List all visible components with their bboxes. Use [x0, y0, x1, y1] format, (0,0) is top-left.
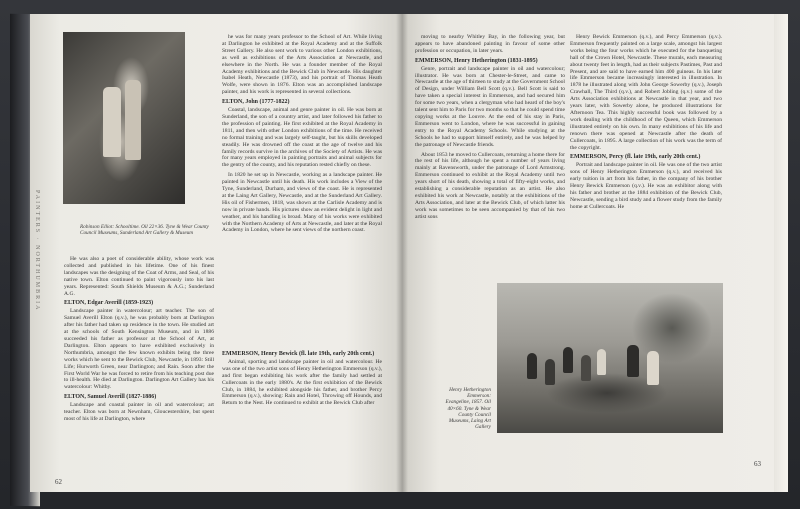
- paragraph: In 1820 he set up in Newcastle, working as a landscape painter. He painted in Newcastle until his death. His work includes a View of the Tyne, Sunderland, Durham, and views of the coast. He is represented at the Laing Art Gallery, Newcastle, and at the Sunderland Art Gallery. His oil of Fishermen, 1818, was shown at the Carlisle Academy and is now in private hands. His pictures show an evident delight in light and weather, and his handling is broad. Many of his works were exhibited with the Northern Academy of Arts at Newcastle, and later at the Royal Academy in London, where he sent views of the northern coast.: [222, 172, 382, 234]
- left-page-column-right-top: [222, 34, 382, 237]
- entry-heading-elton-samuel: ELTON, Samuel Averill (1827-1886): [64, 394, 157, 401]
- figure: [627, 345, 639, 377]
- paragraph: he was for many years professor to the School of Art. While living at Darlington he exhibited at the Royal Academy and at the Suffolk Street Gallery. He also sent work to various other London exhibitions, as well as exhibitions of the Arts Association at Newcastle, and elsewhere in the North. He was a founder member of the Royal Academy exhibitions and the Bewick Club in Newcastle. His daughter Isabel Heath, Newcastle (1873), and his portrait of Thomas Heath Wolfe, were shown in 1876. Elton was an accomplished landscape painter, and his work is represented in several collections.: [222, 34, 382, 96]
- figure: [527, 353, 537, 379]
- paragraph: moving to nearby Whitley Bay, in the following year, but appears to have abandoned painting in favour of some other profession or occupation, in later years.: [415, 34, 565, 54]
- entry-heading-elton-edgar: ELTON, Edgar Averill (1859-1923): [64, 300, 154, 307]
- paragraph: Coastal, landscape, animal and genre painter in oil. He was born at Sunderland, the son of a country artist, and later followed his father to the profession of painting. He first exhibited at the Royal Academy in 1811, and then with other London exhibitions of the time. He received no formal training and was largely self-taught, but his skills developed steadily. He was drowned off the coast at the age of twelve and his family records survive in the archives of the Society of Artists. He was for many years employed in painting portraits and animal subjects for the gentry of the county, and his reputation rested chiefly on these.: [222, 107, 382, 169]
- page-number-right: 63: [754, 460, 761, 468]
- entry-heading-emmerson-henry-hetherington: EMMERSON, Henry Hetherington (1831-1895): [415, 57, 538, 64]
- child-figure: [125, 80, 141, 160]
- painting-photo-schooltime: [63, 32, 185, 204]
- page-number-left: 62: [55, 478, 62, 486]
- figure: [545, 359, 555, 385]
- paragraph: He was also a poet of considerable ability, whose work was collected and published in his lifetime. One of his finest landscapes was the designing of the Coat of Arms, and Seal, of his native town. Elton continued to paint vigorously into his last years. Represented: South Shields Museum & A.G.; Sunderland A.G.: [64, 256, 214, 297]
- caption-evangeline: Henry Hetherington Emmerson: Evangeline, 1857. Oil 40×60. Tyne & Wear County Council Museums, Laing Art Gallery: [445, 387, 491, 431]
- figure: [581, 355, 591, 381]
- paragraph: About 1853 he moved to Cullercoats, returning a home there for the rest of his life, although he spent a number of years living mainly at Ravensworth, under the patronage of Lord Armstrong. Emmerson continued to exhibit at the Royal Academy until two years short of his death, showing a total of fifty-eight works, and establishing a considerable reputation as an artist. He also exhibited his work at Newcastle, notably at the exhibitions of the Arts Association, and later at the Bewick Club, of which latter his work was sometimes to be seen accompanied by that of his two artist sons: [415, 151, 566, 220]
- entry-heading-emmerson-henry-bewick: EMMERSON, Henry Bewick (fl. late 19th, early 20th cent.): [222, 351, 375, 357]
- child-figure: [103, 87, 121, 157]
- paragraph: Animal, sporting and landscape painter in oil and watercolour. He was one of the two artist sons of Henry Hetherington Emmerson (q.v.), and first began exhibiting his work after the family had settled at Cullercoats in the early 1880's. At the first exhibition of the Bewick Club, in 1884, he exhibited alongside his father, and brother Percy Emmerson (q.v.), showing: Rain and Hotel, Throwing off Hounds, and Return to the Nest. He continued to exhibit at the Bewick Club after: [222, 358, 382, 407]
- left-page-column-right-bottom: [222, 348, 382, 410]
- page-edge: [774, 14, 788, 492]
- running-head: PAINTERS · NORTHUMBRIA: [34, 190, 40, 312]
- book-gutter: [396, 14, 408, 492]
- figure: [597, 349, 606, 375]
- caption-schooltime: Robinson Elliot: Schooltime. Oil 22×36. Tyne & Wear County Council Museums, Sunderland Art Gallery & Museum: [80, 224, 209, 237]
- figure: [647, 351, 659, 385]
- paragraph: Landscape painter in watercolour; art teacher. The son of Samuel Averill Elton (q.v.), he was probably born at Darlington after his father had taken up residence in the town. He studied art at the schools of South Kensington Museum, and in 1886 succeeded his father as professor at the School of Art, at Darlington. Elton appears to have exhibited exclusively in Northumbria, amongst the few known exhibits being the three works which he sent to the Bewick Club, Newcastle, in 1893: Still Life; Hurworth Green, near Darlington; and Rain. Soon after the First World War he was forced to retire from his teaching post due to ill-health. He died at Darlington. Darlington Art Gallery has his watercolour: Whitby.: [64, 308, 214, 391]
- entry-heading-emmerson-percy: EMMERSON, Percy (fl. late 19th, early 20th cent.): [570, 154, 701, 161]
- paragraph: Genre, portrait and landscape painter in oil and watercolour; illustrator. He was born at Chester-le-Street, and came to Newcastle at the age of thirteen to study at the Government School of Design, under William Bell Scott (q.v.). Bell Scott is said to have taken a special interest in Emmerson, and had secured him for some two years, when a clergyman who had heard of the boy's talent sent him to Paris for two months so that he could spend time copying works at the Louvre. At the end of his stay in Paris, Emmerson went to London, where he was successful in gaining entry to the Royal Academy Schools. While studying at the Schools he had to support himself entirely, and he was helped by the patronage of Newcastle friends.: [415, 65, 565, 148]
- entry-heading-elton-john: ELTON, John (1777-1822): [222, 99, 290, 106]
- painting-photo-evangeline: [497, 283, 723, 433]
- paragraph: Henry Bewick Emmerson (q.v.), and Percy Emmerson (q.v.). Emmerson frequently painted on a large scale, amongst his largest works being the four works which he executed for the banqueting hall of the Crown Hotel, Newcastle. These murals, each measuring about twenty feet in length, had as their subjects Pastimes, Past and Present, and are said to have earned him 400 guineas. In his later life Emmerson became increasingly interested in illustration. In 1878 he illustrated along with John George Sowerby (q.v.), Joseph Crawhall, The Third (q.v.), and Robert Jobling (q.v.) some of the Arts Association exhibitions at Newcastle in that year, and two years later, with Sowerby alone, he produced illustrations for Afternoon Tea. This highly successful book was followed by a work dealing with the childhood of the Queen, which Emmerson illustrated entirely on his own. In many exhibitions of his life and renown there was opened at Newcastle after the death of Cullercoats, in 1895. A large collection of his work was the term of the copyright.: [570, 34, 722, 151]
- right-page-column-left: [415, 34, 565, 224]
- paragraph: Portrait and landscape painter in oil. He was one of the two artist sons of Henry Hetherington Emmerson (q.v.), and received his early tuition in art from his father, in the company of his brother Henry Bewick Emmerson (q.v.). He was an exhibitor along with his father and brother at the 1884 exhibition of the Bewick Club, Newcastle, sending a bird study and a flower study from the family home at Cullercoats. He: [570, 162, 722, 210]
- left-page-column-left: [64, 256, 214, 426]
- figure: [563, 347, 573, 373]
- right-page-column-right: [570, 34, 722, 214]
- paragraph: Landscape and coastal painter in oil and watercolour; art teacher. Elton was born at Newnham, Gloucestershire, but spent most of his life at Darlington, where: [64, 402, 214, 422]
